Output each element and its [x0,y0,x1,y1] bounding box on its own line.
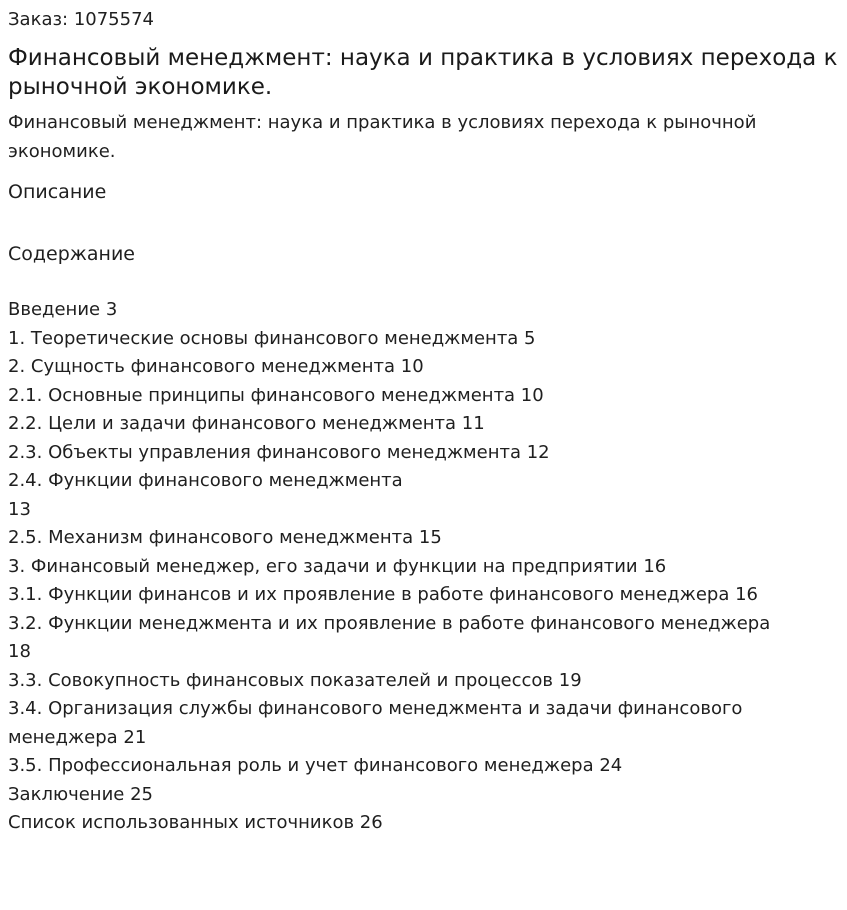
toc-item: 2.2. Цели и задачи финансового менеджмента 11 [8,413,485,434]
table-of-contents [8,296,839,838]
contents-heading: Содержание [8,243,135,265]
toc-item: 2.3. Объекты управления финансового менеджмента 12 [8,441,550,463]
toc-item: 3.2. Функции менеджмента и их проявление в работе финансового менеджера [8,612,771,634]
toc-item: Список использованных источников 26 [8,812,383,833]
toc-item: 18 [8,641,31,662]
toc-item: менеджера 21 [8,726,147,748]
toc-item: 2.4. Функции финансового менеджмента [8,470,403,491]
toc-item: Введение 3 [8,299,118,320]
toc-item: 3.3. Совокупность финансовых показателей и процессов 19 [8,669,582,691]
toc-item: 13 [8,498,31,520]
toc-item: 2.1. Основные принципы финансового менеджмента 10 [8,384,544,406]
toc-item: 3.4. Организация службы финансового менеджмента и задачи финансового [8,698,743,719]
toc-item: 3.5. Профессиональная роль и учет финансового менеджера 24 [8,755,623,776]
page-title: Финансовый менеджмент: наука и практика в условиях перехода к рыночной экономике. [8,45,838,100]
toc-item: 2. Сущность финансового менеджмента 10 [8,356,424,377]
toc-item: Заключение 25 [8,783,153,805]
page-subtitle: Финансовый менеджмент: наука и практика в условиях перехода к рыночной экономике. [8,112,757,162]
toc-item: 3. Финансовый менеджер, его задачи и функции на предприятии 16 [8,555,667,577]
toc-item: 2.5. Механизм финансового менеджмента 15 [8,527,442,548]
order-number: Заказ: 1075574 [8,9,154,30]
description-heading: Описание [8,181,107,203]
toc-item: 3.1. Функции финансов и их проявление в работе финансового менеджера 16 [8,584,758,605]
toc-item: 1. Теоретические основы финансового менеджмента 5 [8,327,536,349]
